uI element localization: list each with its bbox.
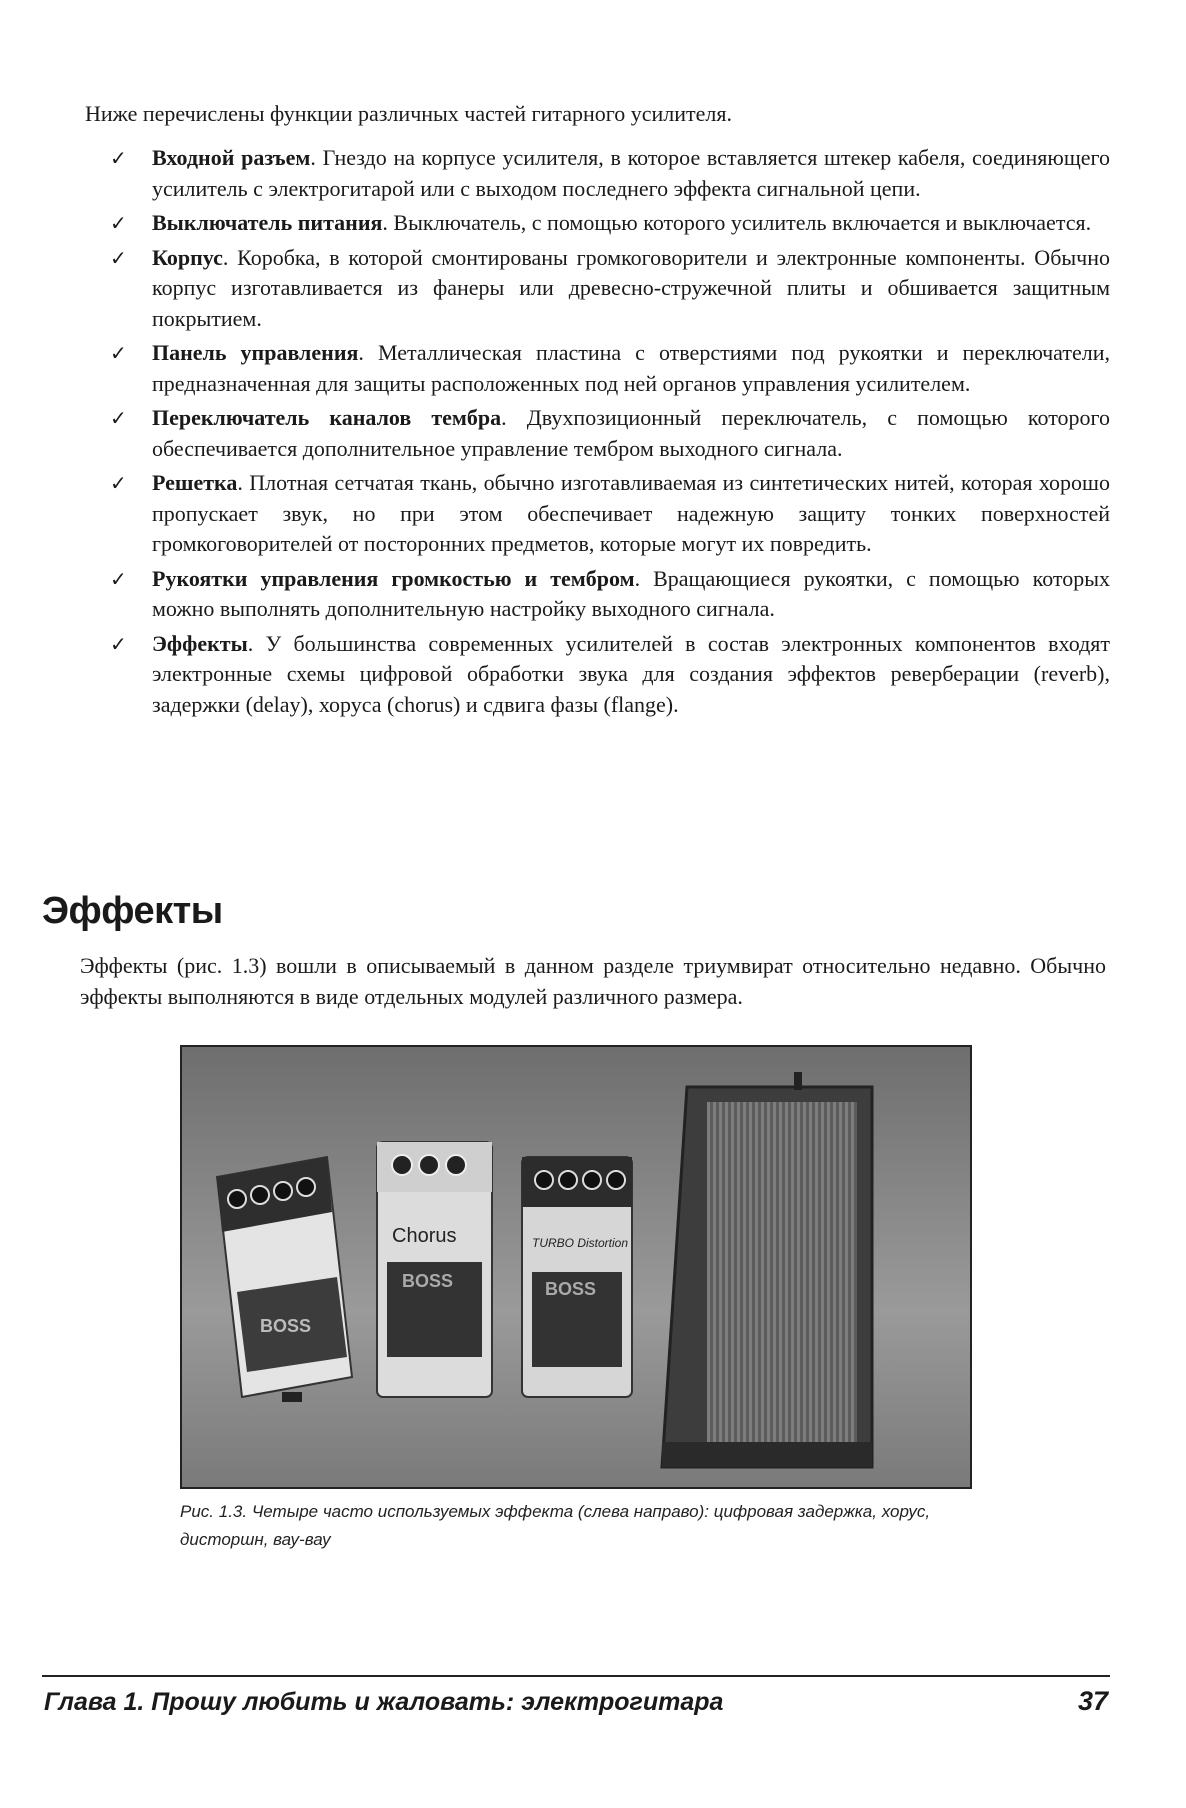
list-item [110, 468, 1110, 560]
item-term: Входной разъем [152, 145, 311, 170]
checkmark-icon: ✓ [110, 566, 127, 591]
list-item [110, 208, 1110, 239]
distortion-brand-label: BOSS [545, 1279, 597, 1299]
list-item [110, 403, 1110, 464]
item-text: . Металлическая пластина с отверстиями под рукоятки и переключатели, предназначенная для защиты расположенных под ней органов управления усилителем. [152, 340, 1110, 396]
distortion-pedal [522, 1157, 632, 1397]
list-item [110, 564, 1110, 625]
pedals-illustration [182, 1047, 970, 1487]
delay-brand-label: BOSS [260, 1316, 312, 1336]
list-item [110, 338, 1110, 399]
intro-text: Ниже перечислены функции различных частей гитарного усилителя. [85, 101, 733, 126]
page-number: 37 [1077, 1686, 1108, 1716]
chorus-pedal [377, 1142, 492, 1397]
item-text: . Коробка, в которой смонтированы громкоговорители и электронные компоненты. Обычно корпус изготавливается из фанеры или древесно-стружечной плиты и обшивается защитным покрытием. [152, 244, 1110, 331]
item-term: Корпус [152, 244, 223, 270]
checkmark-icon: ✓ [110, 341, 127, 365]
checkmark-icon: ✓ [110, 146, 127, 170]
distortion-label: TURBO Distortion [532, 1236, 629, 1250]
item-term: Решетка [152, 470, 238, 495]
item-text: . Гнездо на корпусе усилителя, в которое вставляется штекер кабеля, соединяющего усилитель с электрогитарой или с выходом последнего эффекта сигнальной цепи. [152, 145, 1111, 201]
checkmark-icon: ✓ [110, 245, 127, 270]
item-term: Выключатель питания [152, 210, 383, 235]
item-text: . Плотная сетчатая ткань, обычно изготавливаемая из синтетических нитей, которая хорошо пропускает звук, но при этом обеспечивает надежную защиту тонких поверхностей громкоговорителей от посторонних предметов, которые могут их повредить. [152, 470, 1110, 556]
item-term: Переключатель каналов тембра [152, 405, 502, 430]
chapter-title: Глава 1. Прошу любить и жаловать: электрогитара [44, 1688, 724, 1716]
checkmark-icon: ✓ [110, 631, 127, 656]
chorus-label: Chorus [392, 1225, 457, 1247]
item-term: Эффекты [152, 630, 248, 656]
effects-paragraph: Эффекты (рис. 1.3) вошли в описываемый в данном разделе триумвират относительно недавно. Обычно эффекты выполняются в виде отдельных модулей различного размера. [80, 953, 1106, 1009]
item-term: Рукоятки управления громкостью и тембром [152, 565, 635, 591]
item-text: . Двухпозиционный переключатель, с помощью которого обеспечивается дополнительное управление тембром выходного сигнала. [152, 405, 1111, 461]
list-item [110, 143, 1110, 204]
wah-pedal [662, 1072, 872, 1467]
section-heading: Эффекты [42, 890, 223, 932]
item-text: . Вращающиеся рукоятки, с помощью которых можно выполнять дополнительную настройку выходного сигнала. [152, 565, 1111, 621]
item-text: . Выключатель, с помощью которого усилитель включается и выключается. [382, 210, 1092, 235]
footer-divider [42, 1675, 1110, 1677]
amp-parts-list [110, 143, 1110, 724]
checkmark-icon: ✓ [110, 406, 127, 430]
effects-pedals-photo [180, 1045, 972, 1489]
figure-caption: Рис. 1.3. Четыре часто используемых эффекта (слева направо): цифровая задержка, хорус, дисторшн, вау-вау [180, 1502, 931, 1549]
list-item [110, 629, 1110, 721]
checkmark-icon: ✓ [110, 211, 127, 235]
list-item [110, 243, 1110, 335]
checkmark-icon: ✓ [110, 471, 127, 495]
item-term: Панель управления [152, 340, 359, 365]
chorus-brand-label: BOSS [402, 1271, 454, 1291]
item-text: . У большинства современных усилителей в состав электронных компонентов входят электронные схемы цифровой обработки звука для создания эффектов реверберации (reverb), задержки (delay), хоруса (chorus) и сдвига фазы (flange). [152, 630, 1110, 717]
